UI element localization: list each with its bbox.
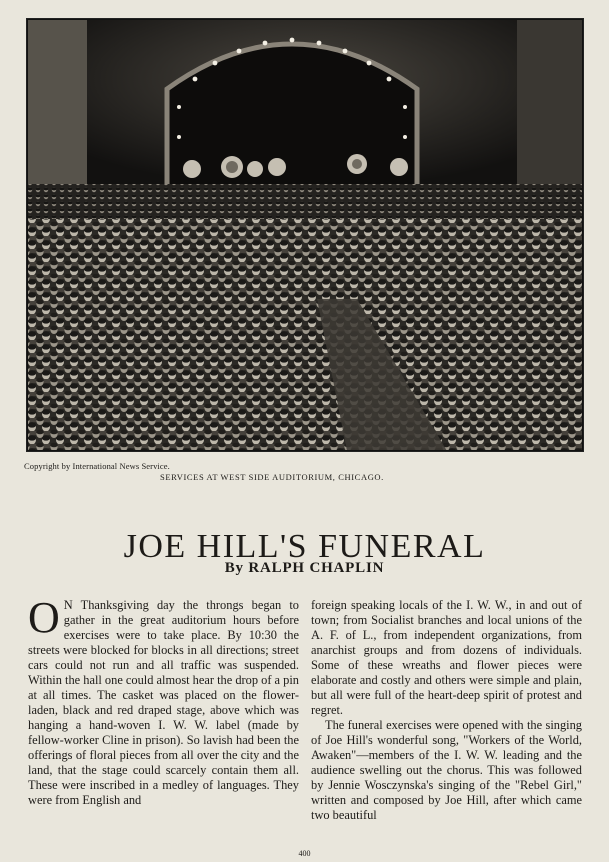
article-byline: By RALPH CHAPLIN	[224, 560, 385, 576]
photo-caption: SERVICES AT WEST SIDE AUDITORIUM, CHICAGO.	[160, 472, 384, 482]
paragraph-continued: foreign speaking locals of the I. W. W., in and out of town; from Socialist branches and local unions of the A. F. of L., from independent organizations, from anarchist groups and from dozens of individuals. Some of these wreaths and flower pieces were elaborate and costly and others were simple and plain, but all were full of the heart-deep spirit of protest and regret.	[311, 598, 582, 717]
paragraph-2: The funeral exercises were opened with the singing of Joe Hill's wonderful song, "Workers of the World, Awaken"—members of the I. W. W. leading and the audience swelling out the chorus. This was followed by Jennie Wosczynska's singing of the "Rebel Girl," written and composed by Joe Hill, after which came two beautiful	[311, 718, 582, 822]
right-column	[311, 598, 582, 823]
article-title: JOE HILL'S FUNERAL	[123, 527, 486, 565]
page-number: 400	[298, 849, 311, 858]
paragraph-1-text: N Thanksgiving day the throngs began to gather in the great auditorium hours before exercises were to take place. By 10:30 the streets were blocked for blocks in all directions; street cars could not run and all traffic was suspended. Within the hall one could almost hear the drop of a pin at all times. The casket was placed on the flower-laden, black and red draped stage, above which was hanging a hand-woven I. W. W. label (made by fellow-worker Cline in prison). So lavish had been the offerings of floral pieces from all over the city and the land, that the stage could scarcely contain them all. These were inscribed in a medley of languages. They were from English and	[28, 598, 299, 807]
crowd-illustration	[27, 19, 583, 451]
drop-cap: O	[28, 593, 60, 642]
left-column	[28, 593, 299, 808]
auditorium-photo	[26, 18, 584, 452]
photo-credit: Copyright by International News Service.	[24, 461, 170, 471]
paragraph-1	[28, 593, 299, 808]
